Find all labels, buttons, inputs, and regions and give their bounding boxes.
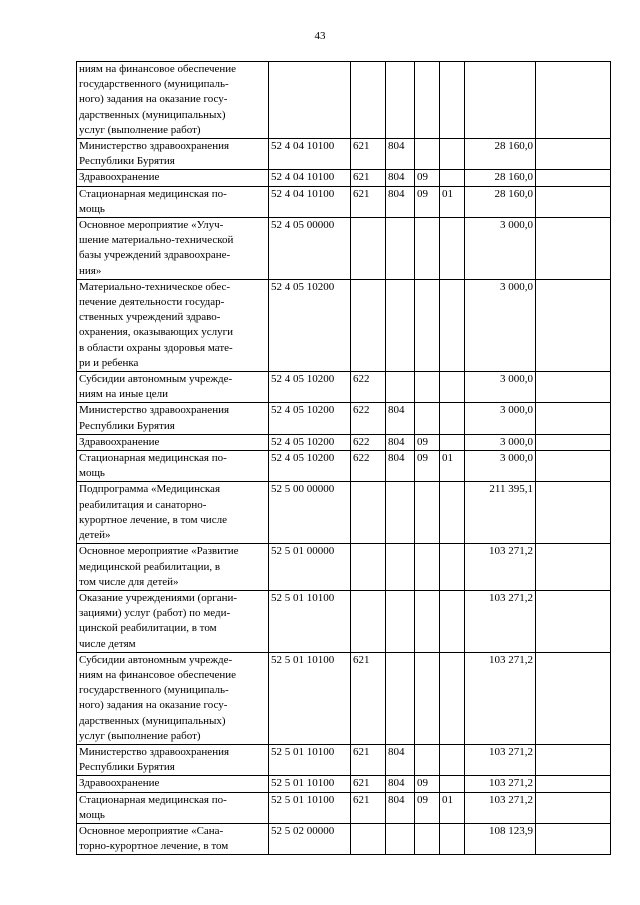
expense-type-code-cell <box>351 823 386 854</box>
ministry-code-cell: 804 <box>386 186 415 217</box>
section-code-cell <box>415 218 440 280</box>
section-code-cell: 09 <box>415 451 440 482</box>
subsection-code-cell <box>440 62 465 139</box>
target-article-code-cell: 52 5 01 10100 <box>269 792 351 823</box>
subsection-code-cell <box>440 279 465 371</box>
subsection-code-cell <box>440 372 465 403</box>
target-article-code-cell: 52 5 00 00000 <box>269 482 351 544</box>
target-article-code-cell: 52 4 05 00000 <box>269 218 351 280</box>
ministry-code-cell <box>386 279 415 371</box>
expense-type-code-cell: 621 <box>351 186 386 217</box>
amount-cell: 3 000,0 <box>465 434 536 450</box>
item-name-cell: Подпрограмма «Медицинская реабилитация и санаторно- курортное лечение, в том числе детей» <box>77 482 269 544</box>
expense-type-code-cell: 622 <box>351 451 386 482</box>
ministry-code-cell: 804 <box>386 139 415 170</box>
section-code-cell: 09 <box>415 776 440 792</box>
amount-cell: 3 000,0 <box>465 403 536 434</box>
section-code-cell <box>415 482 440 544</box>
subsection-code-cell: 01 <box>440 451 465 482</box>
section-code-cell <box>415 590 440 652</box>
extra-cell <box>536 482 611 544</box>
expense-type-code-cell <box>351 590 386 652</box>
amount-cell: 3 000,0 <box>465 451 536 482</box>
section-code-cell <box>415 744 440 775</box>
section-code-cell: 09 <box>415 170 440 186</box>
ministry-code-cell <box>386 590 415 652</box>
amount-cell: 103 271,2 <box>465 544 536 591</box>
item-name-cell: Субсидии автономным учрежде- ниям на финансовое обеспечение государственного (муниципаль- ного) задания на оказание госу- дарственных (муниципальных) услуг (выполнение работ) <box>77 652 269 744</box>
target-article-code-cell: 52 4 04 10100 <box>269 170 351 186</box>
expense-type-code-cell: 622 <box>351 403 386 434</box>
section-code-cell <box>415 372 440 403</box>
item-name-cell: ниям на финансовое обеспечение государственного (муниципаль- ного) задания на оказание госу- дарственных (муниципальных) услуг (выполнение работ) <box>77 62 269 139</box>
subsection-code-cell <box>440 434 465 450</box>
expense-type-code-cell: 622 <box>351 372 386 403</box>
subsection-code-cell <box>440 170 465 186</box>
extra-cell <box>536 218 611 280</box>
table-row <box>77 170 611 186</box>
item-name-cell: Стационарная медицинская по- мощь <box>77 451 269 482</box>
table-body <box>77 62 611 855</box>
expense-type-code-cell: 621 <box>351 792 386 823</box>
subsection-code-cell <box>440 403 465 434</box>
extra-cell <box>536 62 611 139</box>
amount-cell: 28 160,0 <box>465 139 536 170</box>
ministry-code-cell: 804 <box>386 744 415 775</box>
target-article-code-cell: 52 4 05 10200 <box>269 403 351 434</box>
item-name-cell: Министерство здравоохранения Республики Бурятия <box>77 744 269 775</box>
expense-type-code-cell: 622 <box>351 434 386 450</box>
section-code-cell <box>415 652 440 744</box>
subsection-code-cell <box>440 482 465 544</box>
table-row <box>77 218 611 280</box>
table-row <box>77 590 611 652</box>
extra-cell <box>536 434 611 450</box>
ministry-code-cell <box>386 823 415 854</box>
page-number: 43 <box>314 30 326 42</box>
extra-cell <box>536 139 611 170</box>
amount-cell: 28 160,0 <box>465 170 536 186</box>
table-row <box>77 823 611 854</box>
extra-cell <box>536 451 611 482</box>
amount-cell: 103 271,2 <box>465 652 536 744</box>
ministry-code-cell: 804 <box>386 403 415 434</box>
target-article-code-cell: 52 4 05 10200 <box>269 434 351 450</box>
section-code-cell: 09 <box>415 434 440 450</box>
ministry-code-cell <box>386 62 415 139</box>
table-row <box>77 434 611 450</box>
ministry-code-cell <box>386 652 415 744</box>
table-row <box>77 482 611 544</box>
amount-cell <box>465 62 536 139</box>
section-code-cell <box>415 62 440 139</box>
item-name-cell: Основное мероприятие «Улуч- шение материально-технической базы учреждений здравоохране- ния» <box>77 218 269 280</box>
subsection-code-cell <box>440 652 465 744</box>
table-row <box>77 451 611 482</box>
expense-type-code-cell: 621 <box>351 652 386 744</box>
ministry-code-cell <box>386 482 415 544</box>
subsection-code-cell <box>440 744 465 775</box>
item-name-cell: Здравоохранение <box>77 776 269 792</box>
expense-type-code-cell: 621 <box>351 139 386 170</box>
extra-cell <box>536 823 611 854</box>
amount-cell: 108 123,9 <box>465 823 536 854</box>
table-row <box>77 544 611 591</box>
expense-type-code-cell: 621 <box>351 170 386 186</box>
amount-cell: 103 271,2 <box>465 744 536 775</box>
section-code-cell <box>415 823 440 854</box>
amount-cell: 3 000,0 <box>465 218 536 280</box>
extra-cell <box>536 403 611 434</box>
expense-type-code-cell <box>351 218 386 280</box>
subsection-code-cell <box>440 218 465 280</box>
expense-type-code-cell <box>351 544 386 591</box>
subsection-code-cell <box>440 776 465 792</box>
extra-cell <box>536 372 611 403</box>
amount-cell: 211 395,1 <box>465 482 536 544</box>
expense-type-code-cell <box>351 62 386 139</box>
target-article-code-cell: 52 4 04 10100 <box>269 186 351 217</box>
table-row <box>77 186 611 217</box>
item-name-cell: Здравоохранение <box>77 434 269 450</box>
expense-type-code-cell: 621 <box>351 744 386 775</box>
table-row <box>77 62 611 139</box>
table-row <box>77 744 611 775</box>
extra-cell <box>536 776 611 792</box>
table-row <box>77 139 611 170</box>
ministry-code-cell: 804 <box>386 434 415 450</box>
target-article-code-cell <box>269 62 351 139</box>
ministry-code-cell: 804 <box>386 451 415 482</box>
budget-table <box>76 61 611 855</box>
item-name-cell: Оказание учреждениями (органи- зациями) услуг (работ) по меди- цинской реабилитации, в том числе детям <box>77 590 269 652</box>
amount-cell: 103 271,2 <box>465 776 536 792</box>
target-article-code-cell: 52 5 01 10100 <box>269 744 351 775</box>
section-code-cell <box>415 139 440 170</box>
target-article-code-cell: 52 5 01 10100 <box>269 652 351 744</box>
subsection-code-cell <box>440 544 465 591</box>
ministry-code-cell: 804 <box>386 792 415 823</box>
table-row <box>77 403 611 434</box>
section-code-cell <box>415 403 440 434</box>
target-article-code-cell: 52 4 04 10100 <box>269 139 351 170</box>
item-name-cell: Стационарная медицинская по- мощь <box>77 186 269 217</box>
section-code-cell <box>415 544 440 591</box>
table-row <box>77 792 611 823</box>
extra-cell <box>536 544 611 591</box>
ministry-code-cell <box>386 372 415 403</box>
item-name-cell: Субсидии автономным учрежде- ниям на иные цели <box>77 372 269 403</box>
extra-cell <box>536 652 611 744</box>
ministry-code-cell <box>386 218 415 280</box>
expense-type-code-cell <box>351 279 386 371</box>
table-row <box>77 776 611 792</box>
subsection-code-cell <box>440 139 465 170</box>
subsection-code-cell: 01 <box>440 186 465 217</box>
amount-cell: 28 160,0 <box>465 186 536 217</box>
extra-cell <box>536 744 611 775</box>
extra-cell <box>536 792 611 823</box>
item-name-cell: Материально-техническое обес- печение деятельности государ- ственных учреждений здраво- охранения, оказывающих услуги в области охраны здоровья мате- ри и ребенка <box>77 279 269 371</box>
target-article-code-cell: 52 4 05 10200 <box>269 279 351 371</box>
target-article-code-cell: 52 5 01 10100 <box>269 590 351 652</box>
subsection-code-cell <box>440 823 465 854</box>
subsection-code-cell <box>440 590 465 652</box>
target-article-code-cell: 52 5 02 00000 <box>269 823 351 854</box>
table-row <box>77 279 611 371</box>
item-name-cell: Здравоохранение <box>77 170 269 186</box>
subsection-code-cell: 01 <box>440 792 465 823</box>
ministry-code-cell: 804 <box>386 170 415 186</box>
extra-cell <box>536 186 611 217</box>
table-row <box>77 652 611 744</box>
expense-type-code-cell <box>351 482 386 544</box>
target-article-code-cell: 52 5 01 00000 <box>269 544 351 591</box>
amount-cell: 3 000,0 <box>465 372 536 403</box>
item-name-cell: Министерство здравоохранения Республики Бурятия <box>77 403 269 434</box>
target-article-code-cell: 52 4 05 10200 <box>269 372 351 403</box>
section-code-cell <box>415 279 440 371</box>
table-row <box>77 372 611 403</box>
amount-cell: 3 000,0 <box>465 279 536 371</box>
section-code-cell: 09 <box>415 792 440 823</box>
extra-cell <box>536 170 611 186</box>
ministry-code-cell: 804 <box>386 776 415 792</box>
extra-cell <box>536 279 611 371</box>
item-name-cell: Основное мероприятие «Сана- торно-курортное лечение, в том <box>77 823 269 854</box>
target-article-code-cell: 52 4 05 10200 <box>269 451 351 482</box>
expense-type-code-cell: 621 <box>351 776 386 792</box>
ministry-code-cell <box>386 544 415 591</box>
item-name-cell: Министерство здравоохранения Республики Бурятия <box>77 139 269 170</box>
item-name-cell: Основное мероприятие «Развитие медицинской реабилитации, в том числе для детей» <box>77 544 269 591</box>
extra-cell <box>536 590 611 652</box>
section-code-cell: 09 <box>415 186 440 217</box>
target-article-code-cell: 52 5 01 10100 <box>269 776 351 792</box>
amount-cell: 103 271,2 <box>465 590 536 652</box>
item-name-cell: Стационарная медицинская по- мощь <box>77 792 269 823</box>
amount-cell: 103 271,2 <box>465 792 536 823</box>
